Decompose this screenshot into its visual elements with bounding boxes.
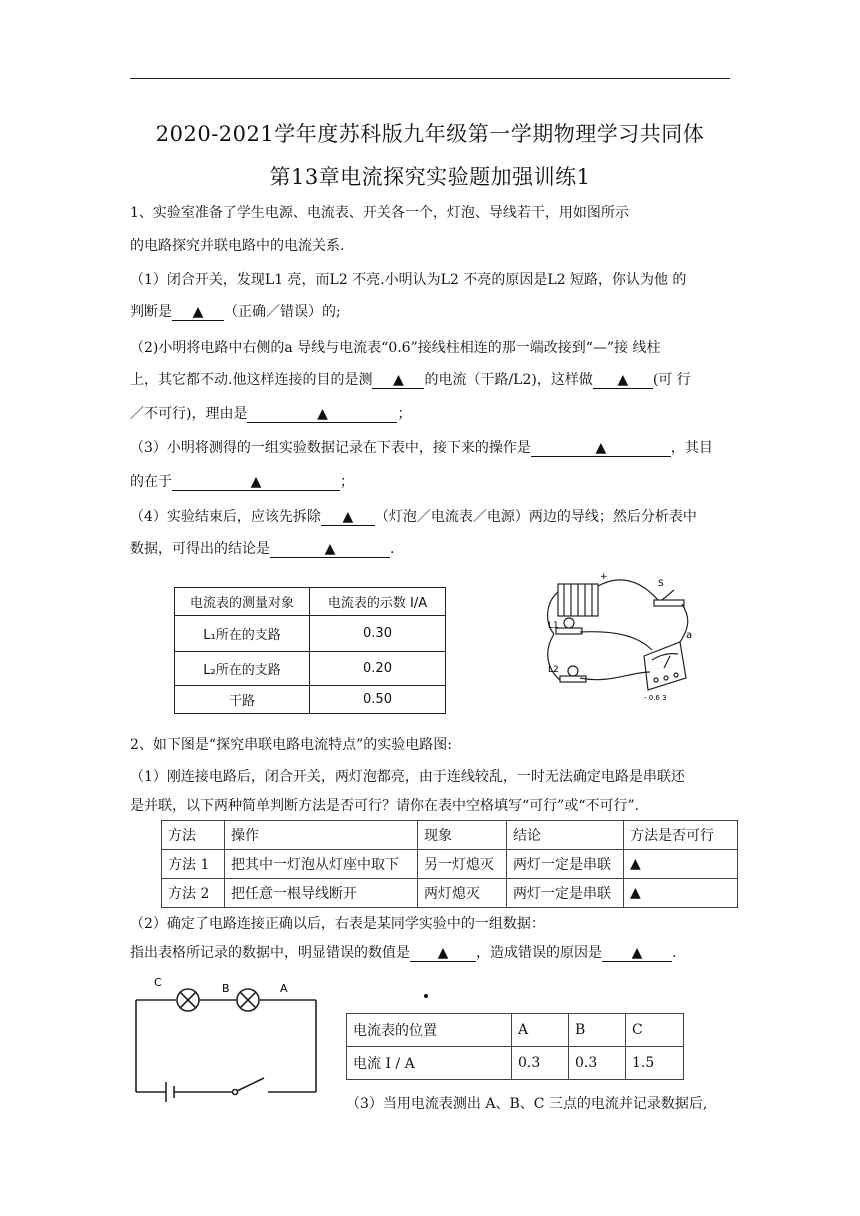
answer-blank[interactable]: ▲ xyxy=(247,407,397,423)
answer-blank[interactable]: ▲ xyxy=(172,305,224,321)
ammeter-scale-label: - 0.6 3 xyxy=(644,694,667,702)
answer-blank[interactable]: ▲ xyxy=(410,946,476,962)
table-cell: 另一灯熄灭 xyxy=(418,850,507,879)
q1-part3-line1 xyxy=(130,441,713,457)
text: 判断是 xyxy=(130,304,172,320)
table-cell: 两灯熄灭 xyxy=(418,879,507,908)
table-cell: 把任意一根导线断开 xyxy=(225,879,418,908)
answer-blank[interactable]: ▲ xyxy=(531,441,671,457)
table-header-cell: 电流表的示数 I/A xyxy=(310,588,446,616)
text: 上，其它都不动.他这样连接的目的是测 xyxy=(130,372,373,388)
text: 指出表格所记录的数据中，明显错误的数值是 xyxy=(130,945,410,961)
text: ，造成错误的原因是 xyxy=(476,945,602,961)
series-circuit-figure xyxy=(128,976,328,1106)
q1-data-table xyxy=(174,587,446,714)
parallel-circuit-figure xyxy=(540,572,700,704)
page-title: 2020-2021学年度苏科版九年级第一学期物理学习共同体 xyxy=(155,122,705,146)
table-cell: 电流 I / A xyxy=(347,1047,512,1080)
text: 的电流（干路/L2)，这样做 xyxy=(424,372,593,388)
table-header-cell: 方法 xyxy=(162,821,225,850)
q1-part2-line2 xyxy=(130,373,691,389)
table-row xyxy=(175,616,446,652)
point-b-label: B xyxy=(222,982,230,995)
table-cell: L₂所在的支路 xyxy=(175,652,310,686)
q1-part3-line2 xyxy=(130,475,354,491)
q2-data-table xyxy=(346,1013,684,1080)
table-cell: 0.50 xyxy=(310,686,446,714)
table-header-row xyxy=(175,588,446,616)
table-cell: 0.30 xyxy=(310,616,446,652)
table-header-cell: 现象 xyxy=(418,821,507,850)
table-header-cell: 电流表的测量对象 xyxy=(175,588,310,616)
answer-blank[interactable]: ▲ xyxy=(593,373,653,389)
table-cell: 方法 1 xyxy=(162,850,225,879)
text: （灯泡／电流表／电源）两边的导线；然后分析表中 xyxy=(374,509,697,525)
table-row xyxy=(162,879,738,908)
switch-icon xyxy=(654,600,684,606)
text: ，其目 xyxy=(670,440,713,456)
table-row xyxy=(162,850,738,879)
wire-a-label: a xyxy=(686,630,693,641)
lamp-l2-label: L2 xyxy=(548,665,559,675)
answer-blank[interactable]: ▲ xyxy=(172,475,340,491)
table-header-cell: 方法是否可行 xyxy=(624,821,738,850)
text: 的在于 xyxy=(130,474,172,490)
q1-part2-line1: （2)小明将电路中右侧的a 导线与电流表“0.6”接线柱相连的那一端改接到“—”接 线柱 xyxy=(130,340,661,356)
q1-line1: 1、实验室准备了学生电源、电流表、开关各一个，灯泡、导线若干，用如图所示 xyxy=(130,205,629,221)
text: ／不可行)，理由是 xyxy=(130,406,248,422)
table-cell: 两灯一定是串联 xyxy=(507,850,624,879)
q1-part2-line3 xyxy=(130,407,411,423)
point-c-label: C xyxy=(154,976,162,989)
answer-blank[interactable]: ▲ xyxy=(270,542,390,558)
lamp-l1-icon xyxy=(564,618,574,628)
table-row xyxy=(175,686,446,714)
text: （3）小明将测得的一组实验数据记录在下表中，接下来的操作是 xyxy=(130,440,531,456)
q1-part4-line1 xyxy=(130,510,697,526)
table-cell: 把其中一灯泡从灯座中取下 xyxy=(225,850,418,879)
table-cell: 0.3 xyxy=(512,1047,569,1080)
text: . xyxy=(390,541,395,557)
table-cell: L₁所在的支路 xyxy=(175,616,310,652)
answer-cell[interactable]: ▲ xyxy=(624,850,738,879)
text: 数据，可得出的结论是 xyxy=(130,541,270,557)
table-cell: 干路 xyxy=(175,686,310,714)
table-header-cell: B xyxy=(569,1014,626,1047)
table-row xyxy=(347,1047,684,1080)
q2-line1: 2、如下图是“探究串联电路电流特点”的实验电路图: xyxy=(130,737,452,753)
q1-part1-line1: （1）闭合开关，发现L1 亮，而L2 不亮.小明认为L2 不亮的原因是L2 短路，你认为他 的 xyxy=(130,272,687,288)
text: ； xyxy=(397,406,412,422)
q1-part4-line2 xyxy=(130,542,394,558)
q1-line2: 的电路探究并联电路中的电流关系. xyxy=(130,238,345,254)
battery-plus-label: + xyxy=(600,572,608,582)
answer-blank[interactable]: ▲ xyxy=(321,510,375,526)
answer-blank[interactable]: ▲ xyxy=(372,373,424,389)
table-header-cell: 电流表的位置 xyxy=(347,1014,512,1047)
bullet-dot xyxy=(424,994,428,998)
table-cell: 0.3 xyxy=(569,1047,626,1080)
text: （正确／错误）的; xyxy=(224,304,341,320)
page-subtitle: 第13章电流探究实验题加强训练1 xyxy=(269,165,591,189)
table-header-cell: 操作 xyxy=(225,821,418,850)
q2-part3-line1: （3）当用电流表测出 A、B、C 三点的电流并记录数据后, xyxy=(346,1096,708,1112)
lamp-l1-label: L1 xyxy=(548,621,559,631)
q1-part1-line2 xyxy=(130,305,341,321)
text: ； xyxy=(340,474,354,490)
text: (可 行 xyxy=(652,372,691,388)
text: . xyxy=(672,945,677,961)
table-header-cell: C xyxy=(626,1014,684,1047)
table-header-cell: 结论 xyxy=(507,821,624,850)
text: （4）实验结束后，应该先拆除 xyxy=(130,509,321,525)
point-a-label: A xyxy=(280,982,288,995)
table-cell: 两灯一定是串联 xyxy=(507,879,624,908)
table-header-row xyxy=(162,821,738,850)
table-cell: 方法 2 xyxy=(162,879,225,908)
q2-part2-line2 xyxy=(130,946,676,962)
q2-part1-line1: （1）刚连接电路后，闭合开关，两灯泡都亮，由于连线较乱，一时无法确定电路是串联还 xyxy=(130,769,685,785)
q2-part1-line2: 是并联，以下两种简单判断方法是否可行？请你在表中空格填写“可行”或“不可行”. xyxy=(130,798,640,814)
header-rule xyxy=(130,78,730,79)
table-header-row xyxy=(347,1014,684,1047)
lamp-l2-icon xyxy=(568,666,578,676)
switch-label: S xyxy=(658,579,664,589)
table-header-cell: A xyxy=(512,1014,569,1047)
answer-blank[interactable]: ▲ xyxy=(602,946,672,962)
answer-cell[interactable]: ▲ xyxy=(624,879,738,908)
table-cell: 0.20 xyxy=(310,652,446,686)
q2-methods-table xyxy=(161,820,738,908)
table-cell: 1.5 xyxy=(626,1047,684,1080)
table-row xyxy=(175,652,446,686)
q2-part2-line1: （2）确定了电路连接正确以后，右表是某同学实验中的一组数据： xyxy=(130,916,545,932)
